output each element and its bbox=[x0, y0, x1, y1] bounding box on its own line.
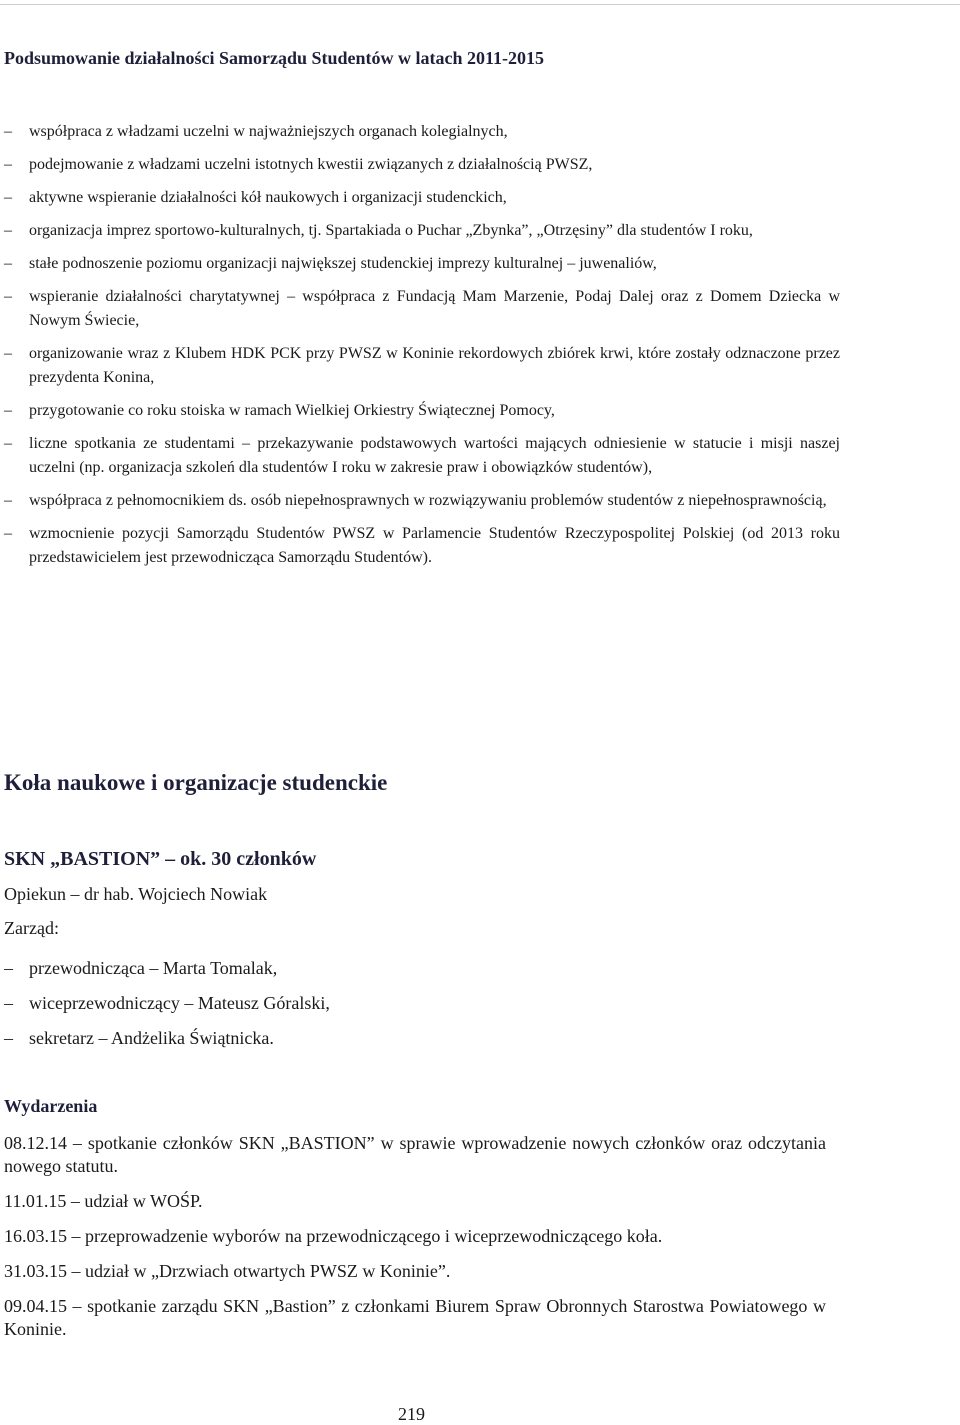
zarzad-label: Zarząd: bbox=[4, 918, 59, 938]
list-item: – wspieranie działalności charytatywnej – współpraca z Fundacją Mam Marzenie, Podaj Dalej oraz z Domem Dziecka w Nowym Świecie, bbox=[0, 285, 840, 333]
event-entry: 11.01.15 – udział w WOŚP. bbox=[4, 1191, 203, 1211]
event-entry: 08.12.14 – spotkanie członków SKN „BASTION” w sprawie wprowadzenie nowych członków oraz odczytania nowego statutu. bbox=[4, 1133, 826, 1176]
dash-bullet: – bbox=[4, 288, 12, 305]
dash-bullet: – bbox=[4, 222, 12, 239]
list-item: – podejmowanie z władzami uczelni istotnych kwestii związanych z działalnością PWSZ, bbox=[0, 153, 840, 177]
event-entry: 09.04.15 – spotkanie zarządu SKN „Bastion” z członkami Biurem Spraw Obronnych Starostwa Powiatowego w Koninie. bbox=[4, 1296, 826, 1339]
dash-bullet: – bbox=[4, 402, 12, 419]
list-item: – sekretarz – Andżelika Świątnicka. bbox=[4, 1028, 274, 1048]
kola-heading: Koła naukowe i organizacje studenckie bbox=[4, 770, 388, 795]
dash-bullet: – bbox=[4, 993, 13, 1013]
list-item: – przewodnicząca – Marta Tomalak, bbox=[4, 958, 278, 978]
dash-bullet: – bbox=[4, 156, 12, 173]
opiekun-line: Opiekun – dr hab. Wojciech Nowiak bbox=[4, 884, 268, 904]
list-item: – stałe podnoszenie poziomu organizacji największej studenckiej imprezy kulturalnej – juwenaliów, bbox=[0, 252, 840, 276]
dash-bullet: – bbox=[4, 435, 12, 452]
dash-bullet: – bbox=[4, 958, 13, 978]
wydarzenia-heading: Wydarzenia bbox=[4, 1096, 98, 1116]
dash-bullet: – bbox=[4, 492, 12, 509]
list-item: – organizacja imprez sportowo-kulturalnych, tj. Spartakiada o Puchar „Zbynka”, „Otrzęsiny” dla studentów I roku, bbox=[0, 219, 840, 243]
dash-bullet: – bbox=[4, 1028, 13, 1048]
dash-bullet: – bbox=[4, 189, 12, 206]
list-item: – wzmocnienie pozycji Samorządu Studentów PWSZ w Parlamencie Studentów Rzeczypospolitej Polskiej (od 2013 roku przedstawicielem jest przewodnicząca Samorządu Studentów). bbox=[0, 522, 840, 570]
dash-bullet: – bbox=[4, 255, 12, 272]
event-entry: 16.03.15 – przeprowadzenie wyborów na przewodniczącego i wiceprzewodniczącego koła. bbox=[4, 1226, 663, 1246]
skn-heading: SKN „BASTION” – ok. 30 członków bbox=[4, 848, 317, 870]
summary-list bbox=[0, 120, 840, 570]
dash-bullet: – bbox=[4, 123, 12, 140]
page-number: 219 bbox=[398, 1404, 425, 1424]
list-item: – organizowanie wraz z Klubem HDK PCK przy PWSZ w Koninie rekordowych zbiórek krwi, które zostały odznaczone przez prezydenta Konina, bbox=[0, 342, 840, 390]
event-entry: 31.03.15 – udział w „Drzwiach otwartych PWSZ w Koninie”. bbox=[4, 1261, 451, 1281]
list-item: – współpraca z pełnomocnikiem ds. osób niepełnosprawnych w rozwiązywaniu problemów studentów z niepełnosprawnością, bbox=[0, 489, 840, 513]
events-list bbox=[4, 1132, 826, 1353]
dash-bullet: – bbox=[4, 345, 12, 362]
list-item: – przygotowanie co roku stoiska w ramach Wielkiej Orkiestry Świątecznej Pomocy, bbox=[0, 399, 840, 423]
summary-heading: Podsumowanie działalności Samorządu Studentów w latach 2011-2015 bbox=[4, 48, 545, 68]
list-item: – współpraca z władzami uczelni w najważniejszych organach kolegialnych, bbox=[0, 120, 840, 144]
list-item: – aktywne wspieranie działalności kół naukowych i organizacji studenckich, bbox=[0, 186, 840, 210]
zarzad-list bbox=[0, 956, 840, 1050]
list-item: – wiceprzewodniczący – Mateusz Góralski, bbox=[4, 993, 330, 1013]
dash-bullet: – bbox=[4, 525, 12, 542]
top-rule bbox=[0, 4, 960, 5]
list-item: – liczne spotkania ze studentami – przekazywanie podstawowych wartości mających odniesienie w statucie i misji naszej uczelni (np. organizacja szkoleń dla studentów I roku w zakresie praw i obowiązków studentów), bbox=[0, 432, 840, 480]
